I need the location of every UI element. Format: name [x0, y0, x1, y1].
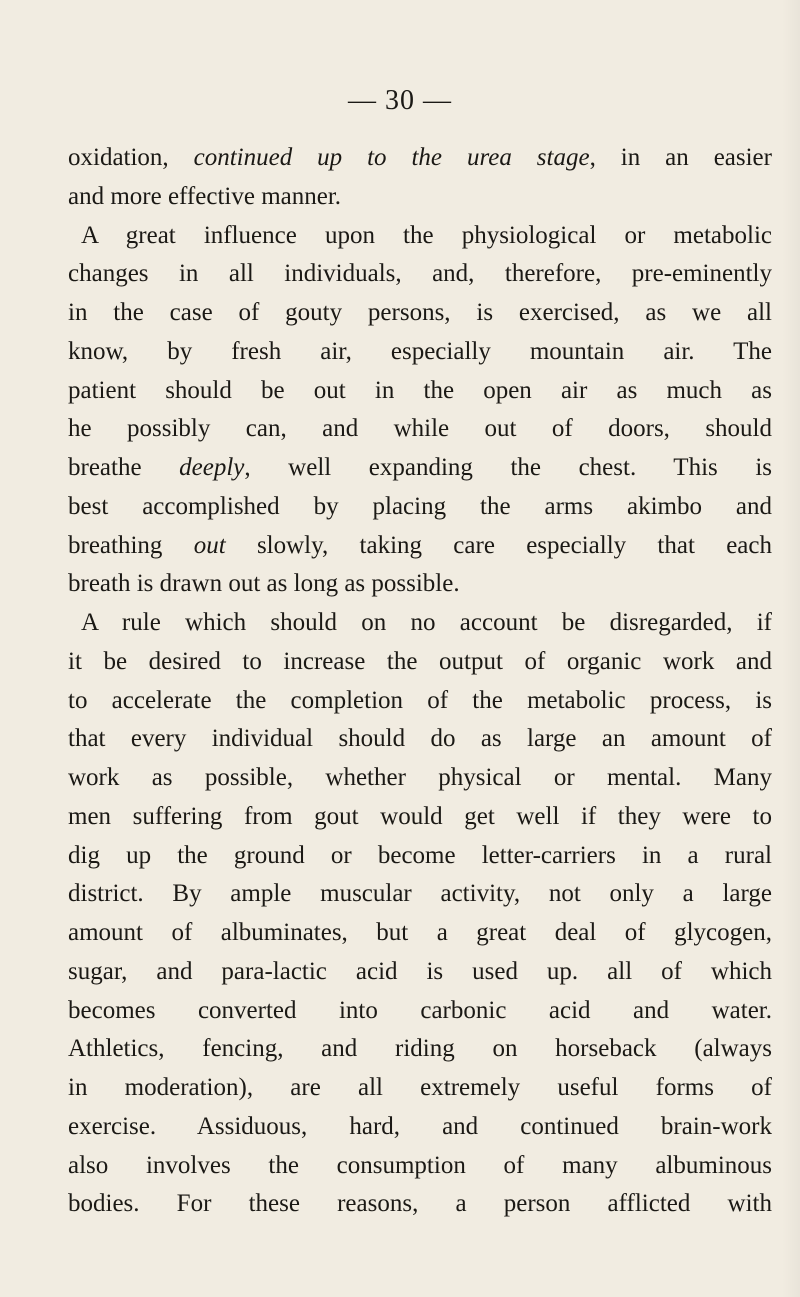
page-edge-shadow	[782, 0, 800, 1297]
text-line	[68, 682, 772, 721]
text-line	[68, 255, 772, 294]
text-line	[68, 953, 772, 992]
line-text: exercise. Assiduous, hard, and continued brain-work	[68, 1112, 772, 1140]
text-line	[68, 1147, 772, 1186]
body-text	[68, 139, 772, 1224]
line-text: , well expanding the chest. This is	[244, 454, 772, 481]
text-line	[68, 488, 772, 527]
text-line	[68, 139, 772, 178]
line-text: district. By ample muscular activity, not only a large	[68, 880, 772, 908]
text-line	[68, 875, 772, 914]
line-text: patient should be out in the open air as much as	[68, 376, 772, 404]
line-text: oxidation,	[68, 144, 194, 171]
line-text: know, by fresh air, especially mountain air. The	[68, 337, 772, 365]
text-line	[68, 565, 772, 604]
line-text: and more effective manner.	[68, 182, 342, 210]
text-line	[68, 527, 772, 566]
text-line	[68, 992, 772, 1031]
page-number: — 30 —	[348, 85, 452, 116]
text-line	[68, 720, 772, 759]
line-text: , in an easier	[589, 144, 772, 171]
text-line	[68, 604, 772, 643]
text-line	[68, 410, 772, 449]
text-line	[68, 1108, 772, 1147]
line-text: men suffering from gout would get well if they were to	[68, 802, 772, 830]
line-text: it be desired to increase the output of organic work and	[68, 647, 772, 675]
text-line	[68, 333, 772, 372]
line-text: that every individual should do as large an amount of	[68, 725, 772, 753]
text-line	[68, 178, 772, 217]
line-text: changes in all individuals, and, therefore, pre-eminently	[68, 260, 772, 288]
line-text: to accelerate the completion of the metabolic process, is	[68, 686, 772, 714]
text-line	[68, 449, 772, 488]
text-line	[68, 759, 772, 798]
line-text: in the case of gouty persons, is exercised, as we all	[68, 299, 772, 326]
line-text: amount of albuminates, but a great deal of glycogen,	[68, 919, 772, 946]
line-text: Athletics, fencing, and riding on horseback (always	[68, 1035, 772, 1063]
line-text: sugar, and para-lactic acid is used up. all of which	[68, 957, 772, 985]
text-line	[68, 217, 772, 256]
line-text: A rule which should on no account be disregarded, if	[81, 609, 772, 636]
text-line	[68, 798, 772, 837]
text-line	[68, 914, 772, 953]
text-line	[68, 1185, 772, 1224]
italic-text: continued up to the urea stage	[193, 144, 590, 171]
line-text: he possibly can, and while out of doors, should	[68, 415, 772, 443]
line-text: best accomplished by placing the arms akimbo and	[68, 492, 772, 520]
text-line	[68, 1030, 772, 1069]
line-text: slowly, taking care especially that each	[225, 531, 772, 559]
italic-text: out	[193, 531, 226, 559]
text-line	[68, 837, 772, 876]
line-text: work as possible, whether physical or mental. Many	[68, 764, 772, 791]
text-line	[68, 1069, 772, 1108]
line-text: A great influence upon the physiological or metabolic	[81, 221, 772, 249]
line-text: breathing	[68, 531, 194, 559]
line-text: also involves the consumption of many albuminous	[68, 1151, 772, 1179]
text-line	[68, 294, 772, 333]
line-text: becomes converted into carbonic acid and water.	[68, 996, 772, 1024]
text-line	[68, 372, 772, 411]
italic-text: deeply	[179, 454, 245, 481]
line-text: dig up the ground or become letter-carriers in a rural	[68, 841, 772, 869]
line-text: in moderation), are all extremely useful forms of	[68, 1074, 772, 1101]
line-text: bodies. For these reasons, a person afflicted with	[68, 1190, 772, 1218]
line-text: breath is drawn out as long as possible.	[68, 570, 460, 598]
line-text: breathe	[68, 454, 180, 481]
text-line	[68, 643, 772, 682]
